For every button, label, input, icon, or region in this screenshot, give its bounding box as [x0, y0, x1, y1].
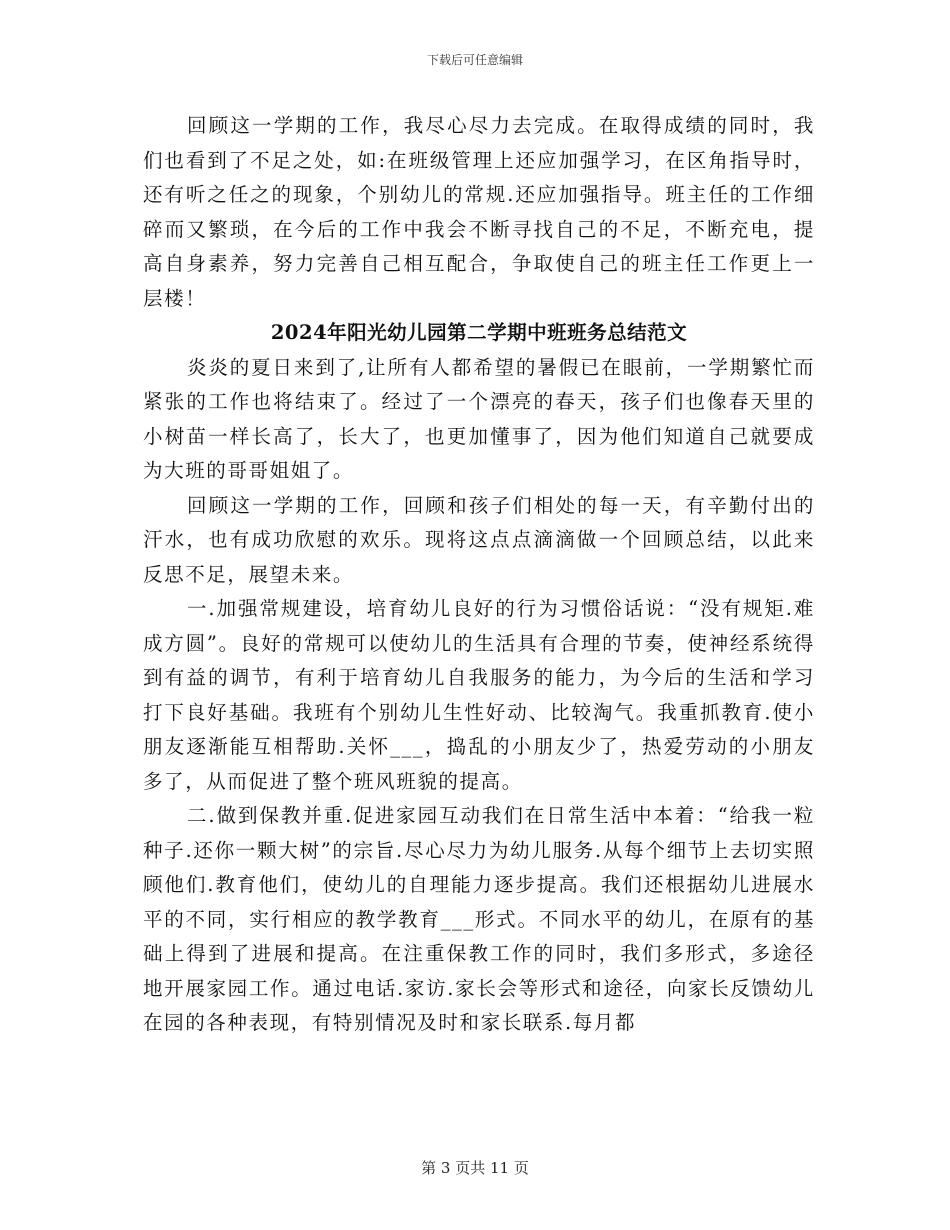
- paragraph-closing-review: 回顾这一学期的工作，我尽心尽力去完成。在取得成绩的同时，我们也看到了不足之处，如:在班级管理上还应加强学习，在区角指导时，还有听之任之的现象，个别幼儿的常规.还应加强指导。班主任的工作细碎而又繁琐，在今后的工作中我会不断寻找自己的不足，不断充电，提高自身素养，努力完善自己相互配合，争取使自己的班主任工作更上一层楼！: [143, 114, 815, 310]
- section-title: 2024年阳光幼儿园第二学期中班班务总结范文: [270, 321, 688, 344]
- paragraph-intro: 炎炎的夏日来到了,让所有人都希望的暑假已在眼前，一学期繁忙而紧张的工作也将结束了。经过了一个漂亮的春天，孩子们也像春天里的小树苗一样长高了，长大了，也更加懂事了，因为他们知道自己就要成为大班的哥哥姐姐了。: [143, 355, 815, 482]
- paragraph-section-two: 二.做到保教并重.促进家园互动我们在日常生活中本着：“给我一粒种子.还你一颗大树”的宗旨.尽心尽力为幼儿服务.从每个细节上去切实照顾他们.教育他们，使幼儿的自理能力逐步提高。我们还根据幼儿进展水平的不同，实行相应的教学教育___形式。不同水平的幼儿，在原有的基础上得到了进展和提高。在注重保教工作的同时，我们多形式，多途径地开展家园工作。通过电话.家访.家长会等形式和途径，向家长反馈幼儿在园的各种表现，有特别情况及时和家长联系.每月都: [143, 804, 815, 1034]
- paragraph-section-one: 一.加强常规建设，培育幼儿良好的行为习惯俗话说：“没有规矩.难成方圆”。良好的常规可以使幼儿的生活具有合理的节奏，使神经系统得到有益的调节，有利于培育幼儿自我服务的能力，为今后的生活和学习打下良好基础。我班有个别幼儿生性好动、比较淘气。我重抓教育.使小朋友逐渐能互相帮助.关怀___，捣乱的小朋友少了，热爱劳动的小朋友多了，从而促进了整个班风班貌的提高。: [143, 597, 815, 793]
- page-header: 下载后可任意编辑: [426, 53, 523, 67]
- page-number: 第 3 页共 11 页: [421, 1159, 529, 1177]
- document-body: [143, 109, 815, 1041]
- paragraph-review: 回顾这一学期的工作，回顾和孩子们相处的每一天，有辛勤付出的汗水，也有成功欣慰的欢乐。现将这点点滴滴做一个回顾总结，以此来反思不足，展望未来。: [143, 493, 815, 586]
